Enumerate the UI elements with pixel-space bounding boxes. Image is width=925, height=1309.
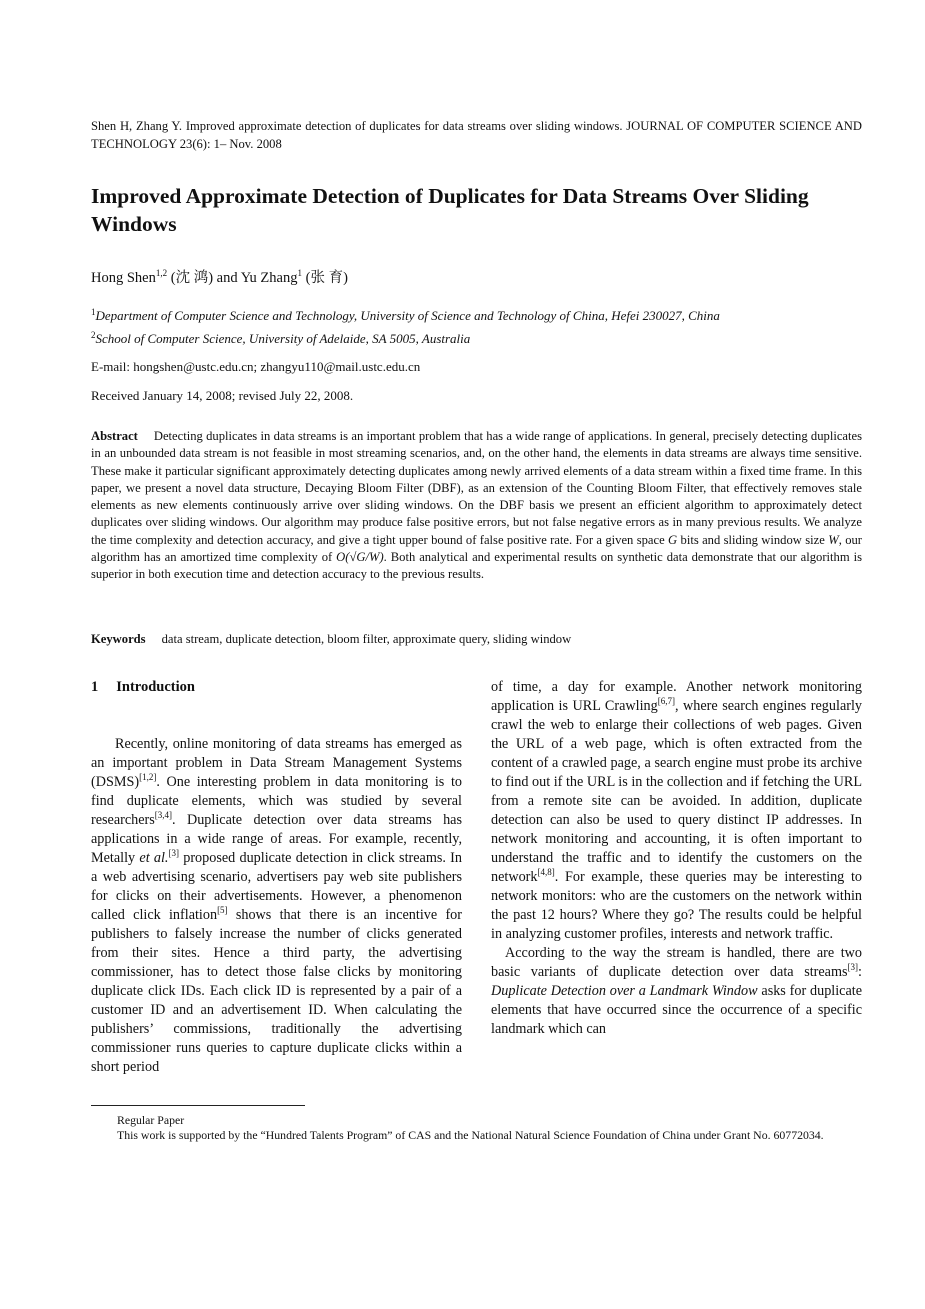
affiliation-2-text: School of Computer Science, University of Adelaide, SA 5005, Australia (95, 331, 471, 346)
citation-ref: [3,4] (154, 810, 173, 820)
abstract-var-w: W (828, 532, 839, 547)
author-1-name: Hong Shen (91, 270, 156, 286)
author-1-affiliation-marker: 1,2 (155, 268, 168, 278)
right-column (491, 678, 862, 1039)
intro-p2-text-c: . For example, these queries may be interesting to network monitors: who are the customers on the network within the past 12 hours? Where they go? The results could be helpful in analyzing customer profiles, interests and network traffic. (491, 869, 862, 942)
intro-p2-text-b: , where search engines regularly crawl the web to enlarge their collections of web pages. Given the URL of a web page, which is often extracted from the content of a crawled page, a search engine must probe its archive to find out if the URL is in the collection and if fetching the URL from a remote site can be avoided. In addition, duplicate detection can also be used to query distinct IP addresses. In network monitoring and accounting, it is often important to understand the traffic and to identify the customers on the network (491, 698, 862, 885)
affiliation-1-text: Department of Computer Science and Technology, University of Science and Technology of China, Hefei 230027, China (95, 308, 720, 323)
intro-paragraph-1-continued (491, 678, 862, 944)
citation-ref: [4,8] (537, 867, 555, 877)
author-joiner: and (216, 270, 238, 286)
footnote-rule (91, 1105, 305, 1106)
keywords-text: data stream, duplicate detection, bloom filter, approximate query, sliding window (161, 632, 572, 646)
abstract-complexity-formula: O(√G/W) (336, 550, 384, 565)
abstract-text-part-4: . Both analytical and experimental results on synthetic data demonstrate that our algorithm is superior in both execution time and detection accuracy to the previous results. (91, 550, 862, 582)
abstract-var-g: G (668, 532, 678, 547)
contact-email: E-mail: hongshen@ustc.edu.cn; zhangyu110@mail.ustc.edu.cn (91, 359, 421, 374)
intro-p3-text-c: asks for duplicate elements that have occurred since the occurrence of a specific landmark which can (491, 983, 863, 1037)
affiliation-2-marker: 2 (91, 330, 96, 340)
footnote-paper-type: Regular Paper (117, 1113, 185, 1127)
author-line (91, 268, 862, 288)
author-2-affiliation-marker: 1 (297, 268, 302, 278)
left-column (91, 678, 462, 1077)
intro-p1-text-d: proposed duplicate detection in click streams. In a web advertising scenario, advertisers pay web site publishers for clicks on their advertisements. However, a phenomenon called click inflation (91, 850, 463, 923)
affiliation-1-marker: 1 (91, 307, 96, 317)
keywords-label: Keywords (91, 632, 146, 646)
received-dates: Received January 14, 2008; revised July 22, 2008. (91, 388, 354, 403)
intro-p3-text-a: According to the way the stream is handled, there are two basic variants of duplicate detection over data streams (491, 945, 862, 980)
citation-ref: [5] (217, 905, 228, 915)
abstract-text-part-3: , our algorithm has an amortized time complexity of (91, 532, 863, 565)
section-title: Introduction (116, 679, 195, 695)
citation-ref: [1,2] (139, 772, 157, 782)
intro-p3-emphasis: Duplicate Detection over a Landmark Window (491, 983, 758, 999)
keywords (91, 631, 862, 648)
intro-p3-text-b: : (858, 964, 862, 980)
affiliation-2 (91, 330, 862, 348)
author-2-name: Yu Zhang (240, 270, 298, 286)
section-heading-introduction (91, 678, 462, 697)
citation-ref: [6,7] (657, 696, 675, 706)
intro-paragraph-1 (91, 735, 462, 1077)
intro-p1-text-e: shows that there is an incentive for publishers to falsely increase the number of clicks generated from their sites. Hence a third party, the advertising commissioner, has to detect those false clicks by monitoring duplicate click IDs. Each click ID is represented by a pair of a customer ID and an advertisement ID. When calculating the publishers’ commissions, traditionally the advertising commissioner runs queries to capture duplicate clicks within a short period (91, 907, 462, 1075)
intro-p1-text-a: Recently, online monitoring of data streams has emerged as an important problem in Data Stream Management Systems (DSMS) (91, 736, 462, 790)
footnote-funding: This work is supported by the “Hundred Talents Program” of CAS and the National Natural Science Foundation of China under Grant No. 60772034. (117, 1128, 824, 1142)
author-2-chinese-name: (张 育) (305, 270, 348, 286)
abstract (91, 428, 862, 584)
intro-paragraph-2 (491, 944, 862, 1039)
intro-p1-text-c: . Duplicate detection over data streams has applications in a wide range of areas. For example, recently, Metally (91, 812, 462, 866)
abstract-text-part-1: Detecting duplicates in data streams is an important problem that has a wide range of applications. In general, precisely detecting duplicates in an unbounded data stream is not feasible in most streaming scenarios, and, on the other hand, the elements in data streams are always time sensitive. These make it particular significant approximately detecting duplicates among newly arrived elements of a data stream within a fixed time frame. In this paper, we present a novel data structure, Decaying Bloom Filter (DBF), as an extension of the Counting Bloom Filter, that effectively removes stale elements as new elements continuously arrive over sliding windows. On the DBF basis we present an efficient algorithm to approximately detect duplicates over sliding windows. Our algorithm may produce false positive errors, but not false negative errors as in many previous results. We analyze the time complexity and detection accuracy, and give a tight upper bound of false positive rate. For a given space (91, 429, 862, 547)
intro-p1-text-b: . One interesting problem in data monitoring is to find duplicate elements, which was studied by several researchers (91, 774, 462, 828)
author-1-chinese-name: (沈 鸿) (170, 270, 214, 286)
section-number: 1 (91, 679, 99, 695)
abstract-text-part-2: bits and sliding window size (680, 532, 825, 547)
citation-ref: [3] (168, 848, 179, 858)
citation-ref: [3] (847, 962, 859, 972)
affiliation-1 (91, 307, 862, 325)
paper-title: Improved Approximate Detection of Duplicates for Data Streams Over Sliding Windows (91, 184, 809, 236)
abstract-label: Abstract (91, 429, 138, 443)
citation-header: Shen H, Zhang Y. Improved approximate detection of duplicates for data streams over sliding windows. JOURNAL OF COMPUTER SCIENCE AND TECHNOLOGY 23(6): 1– Nov. 2008 (91, 119, 862, 151)
intro-p2-text-a: of time, a day for example. Another network monitoring application is URL Crawling (491, 679, 862, 714)
intro-p1-etal: et al. (139, 850, 169, 866)
